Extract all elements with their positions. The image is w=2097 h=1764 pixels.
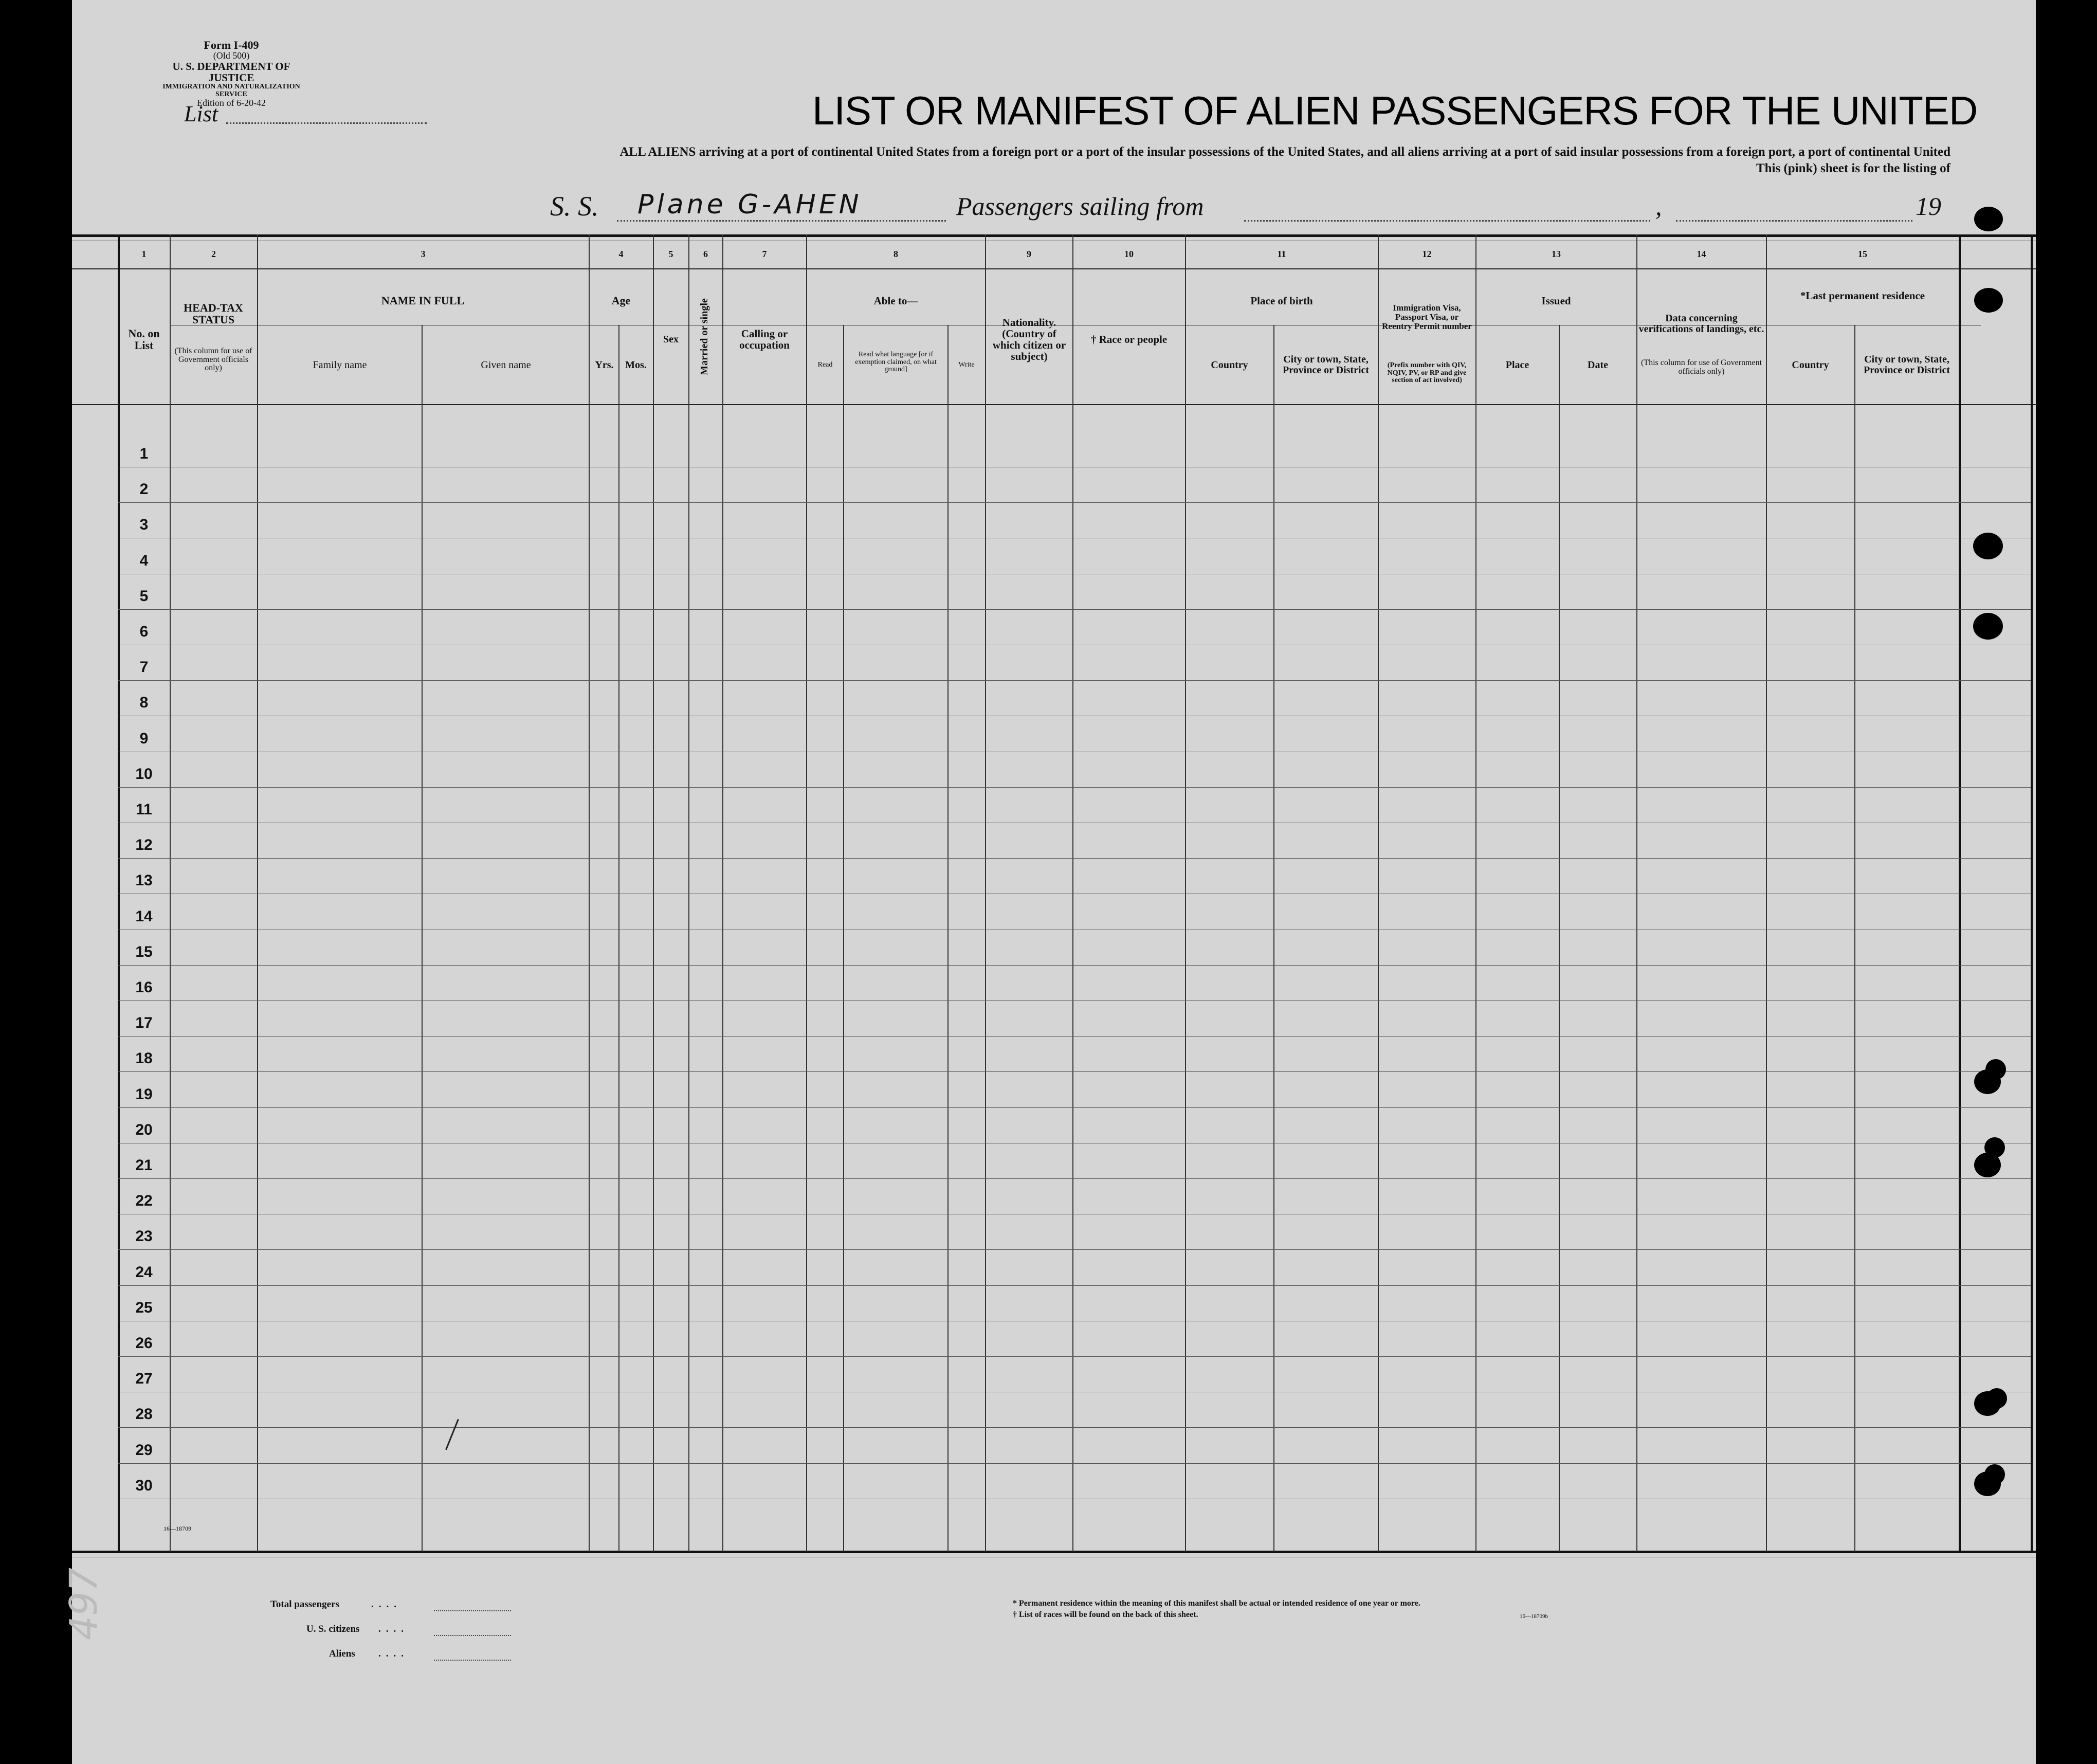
colnum-14: 14 [1697, 249, 1706, 259]
row-number: 12 [135, 836, 153, 853]
col-border [618, 325, 619, 1552]
table-row [118, 1285, 2031, 1286]
col-border [2031, 234, 2033, 1552]
table-row [118, 787, 2031, 788]
col-border [118, 234, 120, 1552]
colnum-13: 13 [1552, 249, 1561, 259]
table-row [118, 1356, 2031, 1357]
col-border [1378, 234, 1379, 1552]
row-number: 15 [135, 943, 153, 960]
row-number: 24 [135, 1264, 153, 1281]
service: IMMIGRATION AND NATURALIZATION SERVICE [162, 83, 300, 98]
row-number: 18 [135, 1050, 153, 1067]
col-border [1072, 234, 1073, 1552]
row-number: 19 [135, 1086, 153, 1103]
hdr-place-of-birth: Place of birth [1250, 294, 1313, 307]
binding-hole [1974, 288, 2003, 313]
table-top-rule [72, 234, 2036, 237]
intro-line-2: This (pink) sheet is for the listing of [1756, 161, 1950, 175]
hdr-age: Age [611, 294, 631, 307]
binding-hole [1974, 207, 2003, 231]
table-row [118, 1427, 2031, 1428]
col-border [170, 234, 171, 1552]
total-passengers-label: Total passengers [270, 1599, 339, 1610]
col-border [1475, 234, 1476, 1552]
hdr-issued-date: Date [1588, 359, 1608, 371]
binding-hole [1986, 1388, 2007, 1409]
row-number: 7 [139, 659, 149, 676]
colnum-15: 15 [1858, 249, 1867, 259]
form-old-number: (Old 500) [213, 50, 250, 61]
row-number: 14 [135, 908, 153, 925]
row-number: 8 [139, 694, 149, 711]
hdr-mos: Mos. [625, 359, 647, 371]
binding-hole [1985, 1059, 2006, 1080]
row-number: 25 [135, 1299, 153, 1316]
col-border [653, 234, 654, 1552]
table-row [118, 858, 2031, 859]
hdr-read-language: Read what language [or if exemption claimed, on what ground] [855, 350, 937, 374]
row-number: 21 [135, 1157, 153, 1174]
hdr-birth-country: Country [1211, 359, 1248, 371]
colnum-2: 2 [211, 249, 216, 259]
hdr-verifications: Data concerning verifications of landings, etc. [1638, 313, 1764, 335]
colnum-4: 4 [618, 249, 624, 259]
row-number: 26 [135, 1335, 153, 1352]
sailing-label: Passengers sailing from [956, 192, 1204, 221]
table-row [118, 1178, 2031, 1179]
hdr-residence-country: Country [1792, 359, 1829, 371]
footnote-1: * Permanent residence within the meaning of this manifest shall be actual or intended residence of one year or more. [1013, 1599, 1420, 1608]
hdr-married: Married or single [699, 298, 710, 375]
total-passengers-line [434, 1610, 511, 1611]
total-passengers-dots: .... [371, 1599, 402, 1610]
row-number: 4 [139, 552, 149, 569]
form-header [159, 39, 303, 108]
row-number: 29 [135, 1442, 153, 1459]
aliens-label: Aliens [329, 1648, 355, 1659]
binding-hole [1973, 613, 2003, 640]
hdr-visa: Immigration Visa, Passport Visa, or Reentry Permit number [1382, 303, 1472, 331]
row-number: 22 [135, 1192, 153, 1209]
table-row [118, 609, 2031, 610]
hdr-birth-city: City or town, State, Province or District [1282, 354, 1370, 376]
hdr-residence-city: City or town, State, Province or District [1863, 354, 1950, 376]
table-row [118, 1071, 2031, 1072]
row-number: 2 [139, 481, 149, 498]
aliens-dots: .... [378, 1648, 409, 1659]
hdr-family-name: Family name [313, 359, 367, 371]
list-number-line [226, 122, 427, 124]
colnum-12: 12 [1422, 249, 1432, 259]
hdr-name-in-full: NAME IN FULL [381, 294, 465, 307]
row-number: 20 [135, 1121, 153, 1138]
sailing-date-line [1676, 220, 1912, 222]
hdr-nationality: Nationality. (Country of which citizen or subject) [992, 316, 1066, 363]
row-number: 6 [139, 623, 149, 640]
col-border [947, 325, 949, 1552]
ship-name-line [617, 220, 946, 222]
colnum-3: 3 [421, 249, 426, 259]
sailing-from-line [1244, 220, 1650, 222]
table-row [118, 502, 2031, 503]
hdr-sex: Sex [663, 333, 679, 345]
header-bottom-rule [72, 404, 2036, 405]
row-number: 17 [135, 1014, 153, 1031]
hdr-no-on-list: No. on List [128, 326, 160, 352]
pen-mark [445, 1419, 459, 1450]
col-border [843, 325, 844, 1552]
col-border [1766, 234, 1767, 1552]
col-border [1854, 325, 1855, 1552]
manifest-sheet [72, 0, 2036, 1764]
hdr-verifications-note: (This column for use of Government officials only) [1640, 358, 1762, 376]
hdr-head-tax: HEAD-TAX STATUS [184, 301, 243, 326]
colnum-1: 1 [141, 249, 147, 259]
footnote-code: 16—18709b [1520, 1613, 1548, 1620]
footnote-2: † List of races will be found on the back of this sheet. [1013, 1610, 1198, 1619]
colnum-rule [72, 268, 2036, 269]
hdr-last-residence: *Last permanent residence [1800, 289, 1925, 302]
hdr-given-name: Given name [481, 359, 531, 371]
page-title: LIST OR MANIFEST OF ALIEN PASSENGERS FOR THE UNITED [812, 88, 1978, 133]
col-border [1959, 234, 1961, 1552]
col-border [1185, 234, 1186, 1552]
col-border [806, 234, 807, 1552]
intro-line-1: ALL ALIENS arriving at a port of continental United States from a foreign port or a port of the insular possessions of the United States, and all aliens arriving at a port of said insular possessions from a foreign port, a port of continental United [619, 145, 1950, 159]
form-number: Form I-409 [204, 39, 259, 51]
row-number: 13 [135, 872, 153, 889]
hdr-issued: Issued [1541, 294, 1571, 307]
hdr-calling: Calling or occupation [739, 327, 790, 351]
binding-hole [1984, 1464, 2005, 1485]
table-row [118, 1249, 2031, 1250]
colnum-5: 5 [668, 249, 673, 259]
hdr-read: Read [817, 360, 833, 369]
col-border [722, 234, 723, 1552]
table-bottom-rule [72, 1551, 2036, 1553]
table-row [118, 680, 2031, 681]
print-code: 16—18709 [163, 1525, 191, 1532]
col-border [422, 325, 423, 1552]
us-citizens-label: U. S. citizens [306, 1624, 360, 1634]
colnum-6: 6 [703, 249, 708, 259]
col-border [589, 234, 590, 1552]
row-number: 28 [135, 1406, 153, 1423]
binding-hole [1984, 1137, 2005, 1158]
binding-hole [1973, 533, 2003, 559]
row-number: 10 [135, 766, 153, 783]
ship-name: Plane G-AHEN [637, 189, 862, 220]
row-number: 11 [136, 801, 152, 818]
margin-note: 497 [62, 1567, 106, 1640]
hdr-visa-note: (Prefix number with QIV, NQIV, PV, or RP and give section of act involved) [1387, 361, 1467, 385]
colnum-7: 7 [762, 249, 767, 259]
col-border [1273, 325, 1274, 1552]
row-number: 30 [135, 1477, 153, 1494]
department: U. S. DEPARTMENT OF JUSTICE [172, 60, 290, 84]
aliens-line [434, 1660, 511, 1661]
hdr-race: † Race or people [1090, 333, 1168, 345]
row-number: 23 [135, 1228, 153, 1245]
table-row [118, 965, 2031, 966]
col-border [257, 234, 258, 1552]
row-number: 3 [139, 516, 149, 533]
edition: Edition of 6-20-42 [197, 98, 266, 108]
col-border [1559, 325, 1560, 1552]
col-border [1636, 234, 1637, 1552]
table-row [118, 1107, 2031, 1108]
colnum-10: 10 [1124, 249, 1134, 259]
row-number: 1 [139, 445, 149, 462]
col-border [985, 234, 986, 1552]
row-number: 16 [135, 979, 153, 996]
us-citizens-dots: .... [378, 1624, 409, 1634]
us-citizens-line [434, 1635, 511, 1636]
comma: , [1655, 192, 1662, 221]
hdr-head-tax-note: (This column for use of Government officials only) [174, 346, 252, 373]
ship-prefix: S. S. [550, 191, 599, 222]
list-label: List [184, 101, 218, 126]
hdr-issued-place: Place [1505, 359, 1529, 371]
row-number: 5 [139, 588, 149, 605]
row-number: 27 [135, 1370, 153, 1387]
row-number: 9 [139, 730, 149, 747]
hdr-yrs: Yrs. [595, 359, 614, 371]
table-row [118, 1463, 2031, 1464]
col-border [688, 234, 689, 1552]
hdr-able-to: Able to— [873, 294, 918, 307]
hdr-write: Write [958, 360, 975, 369]
colnum-8: 8 [893, 249, 898, 259]
colnum-9: 9 [1027, 249, 1031, 259]
colnum-11: 11 [1277, 249, 1286, 259]
year-prefix: 19 [1916, 192, 1941, 221]
